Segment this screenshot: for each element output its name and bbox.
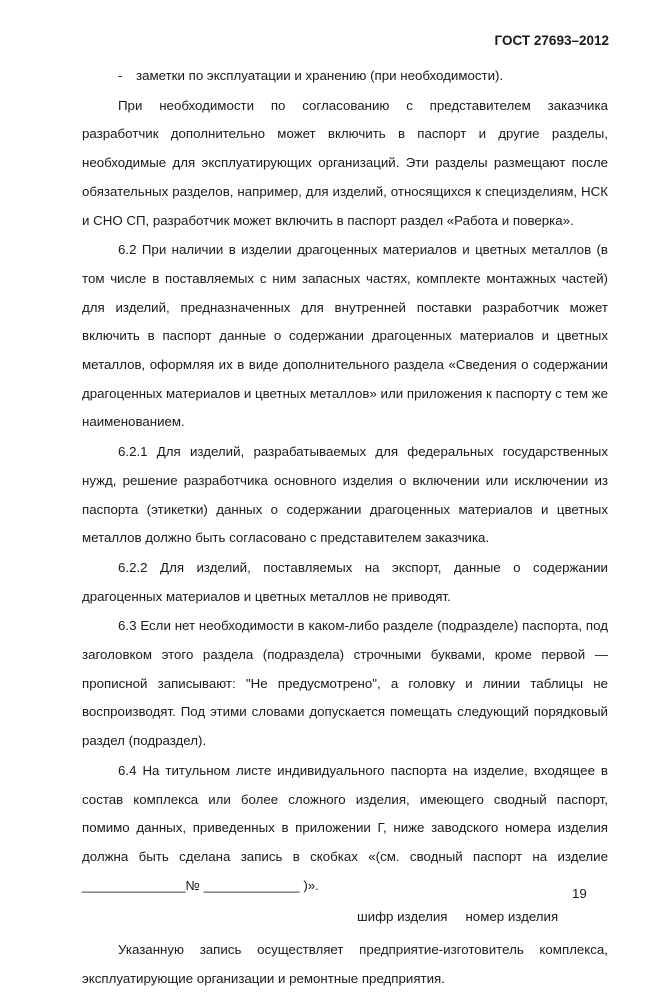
list-item-text: заметки по эксплуатации и хранению (при необходимости). — [136, 68, 504, 83]
number-caption: номер изделия — [465, 909, 559, 925]
paragraph-6-2-2: 6.2.2 Для изделий, поставляемых на экспорт, данные о содержании драгоценных материалов и цветных металлов не приводят. — [82, 559, 608, 604]
list-dash: - — [118, 68, 123, 83]
document-header: ГОСТ 27693–2012 — [494, 33, 609, 48]
paragraph-6-2: 6.2 При наличии в изделии драгоценных материалов и цветных металлов (в том числе в поставляемых с ним запасных частях, комплекте монтажных частей) для изделий, предназначенных для внутренней поставки разработчик может включить в паспорт данные о содержании драгоценных материалов и цветных металлов, оформляя их в виде дополнительного раздела «Сведения о содержании драгоценных материалов и цветных металлов» или приложения к паспорту с тем же наименованием. — [82, 242, 608, 430]
cipher-caption: шифр изделия — [357, 909, 448, 925]
paragraph-additional-sections: При необходимости по согласованию с представителем заказчика разработчик дополнительно может включить в паспорт и другие разделы, необходимые для эксплуатирующих организаций. Эти разделы размещают после обязательных разделов, например, для изделий, относящихся к специзделиям, НСК и СНО СП, разработчик может включить в паспорт раздел «Работа и поверка». — [82, 97, 608, 228]
page-content — [82, 62, 608, 995]
paragraph-6-2-1: 6.2.1 Для изделий, разрабатываемых для федеральных государственных нужд, решение разработчика основного изделия о включении или исключении из паспорта (этикетки) данных о содержании драгоценных материалов и цветных металлов должно быть согласовано с представителем заказчика. — [82, 444, 608, 546]
page-number: 19 — [572, 886, 587, 901]
field-captions — [82, 903, 608, 932]
paragraph-6-3: 6.3 Если нет необходимости в каком-либо разделе (подразделе) паспорта, под заголовком этого раздела (подраздела) строчными буквами, кроме первой — прописной записывают: "Не предусмотрено", а головку и линии таблицы не воспроизводят. Под этими словами допускается помещать следующий порядковый раздел (подраздел). — [82, 618, 608, 749]
paragraph-6-4: 6.4 На титульном листе индивидуального паспорта на изделие, входящее в состав комплекса или более сложного изделия, имеющего сводный паспорт, помимо данных, приведенных в приложении Г, ниже заводского номера изделия должна быть сделана запись в скобках «(см. сводный паспорт на изделие ______________№ _____________ )». — [82, 762, 608, 893]
list-item — [82, 62, 608, 91]
paragraph-final: Указанную запись осуществляет предприятие-изготовитель комплекса, эксплуатирующие организации и ремонтные предприятия. — [82, 942, 608, 986]
